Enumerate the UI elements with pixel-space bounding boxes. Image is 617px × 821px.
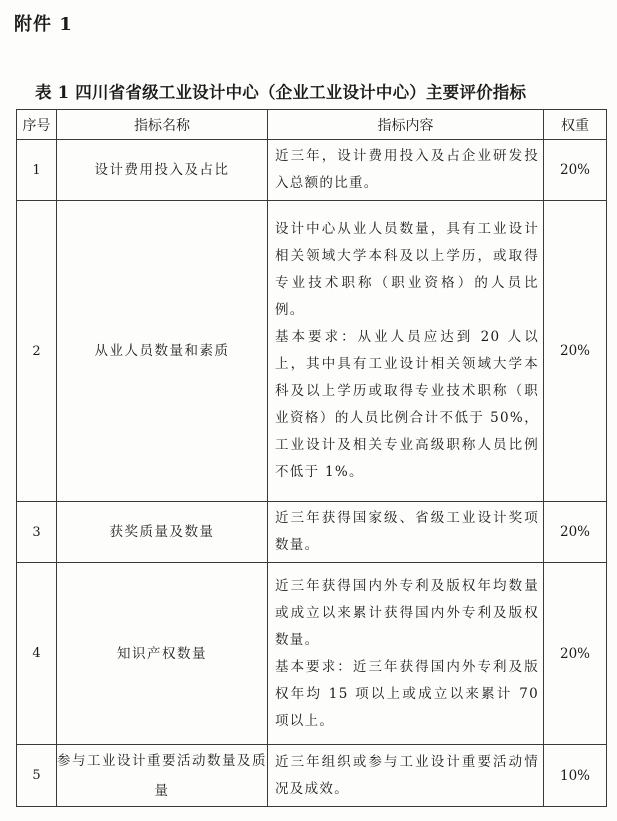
row-weight: 20%	[544, 563, 607, 745]
header-weight: 权重	[544, 110, 607, 140]
header-content: 指标内容	[268, 110, 544, 140]
row-content-paragraph: 近三年，设计费用投入及占企业研发投入总额的比重。	[275, 148, 539, 191]
row-content-paragraph: 近三年组织或参与工业设计重要活动情况及成效。	[275, 753, 539, 797]
row-content-requirement: 基本要求：近三年获得国内外专利及版权年均 15 项以上或成立以来累计 70 项以上。	[275, 658, 539, 729]
row-weight: 10%	[544, 745, 607, 807]
row-content-requirement: 基本要求：从业人员应达到 20 人以上，其中具有工业设计相关领域大学本科及以上学历或取得专业技术职称（职业资格）的人员比例合计不低于 50%，工业设计及相关专业高级职称人员比例不低于 1%。	[275, 329, 539, 480]
row-no: 2	[17, 201, 57, 502]
table-header-row	[17, 110, 607, 140]
row-no: 4	[17, 563, 57, 745]
table-title: 表 1 四川省省级工业设计中心（企业工业设计中心）主要评价指标	[35, 83, 527, 102]
row-name: 参与工业设计重要活动数量及质量	[57, 745, 268, 807]
row-no: 5	[17, 745, 57, 807]
row-content-paragraph: 近三年获得国内外专利及版权年均数量或成立以来累计获得国内外专利及版权数量。	[275, 577, 539, 648]
row-content	[268, 502, 544, 563]
row-content	[268, 563, 544, 745]
row-content-paragraph: 近三年获得国家级、省级工业设计奖项数量。	[275, 510, 539, 553]
row-name: 设计费用投入及占比	[57, 140, 268, 201]
table-row	[17, 502, 607, 563]
row-content	[268, 201, 544, 502]
table-row	[17, 140, 607, 201]
evaluation-table	[16, 109, 607, 807]
table-row	[17, 563, 607, 745]
row-name: 获奖质量及数量	[57, 502, 268, 563]
attachment-label: 附件 1	[14, 14, 73, 35]
row-no: 1	[17, 140, 57, 201]
row-weight: 20%	[544, 502, 607, 563]
header-name: 指标名称	[57, 110, 268, 140]
row-weight: 20%	[544, 140, 607, 201]
row-name: 知识产权数量	[57, 563, 268, 745]
row-name: 从业人员数量和素质	[57, 201, 268, 502]
row-no: 3	[17, 502, 57, 563]
table-row	[17, 201, 607, 502]
table-row	[17, 745, 607, 807]
row-content-paragraph: 设计中心从业人员数量，具有工业设计相关领域大学本科及以上学历，或取得专业技术职称（职业资格）的人员比例。	[275, 221, 539, 318]
row-content	[268, 745, 544, 807]
header-no: 序号	[17, 110, 57, 140]
row-weight: 20%	[544, 201, 607, 502]
row-content	[268, 140, 544, 201]
